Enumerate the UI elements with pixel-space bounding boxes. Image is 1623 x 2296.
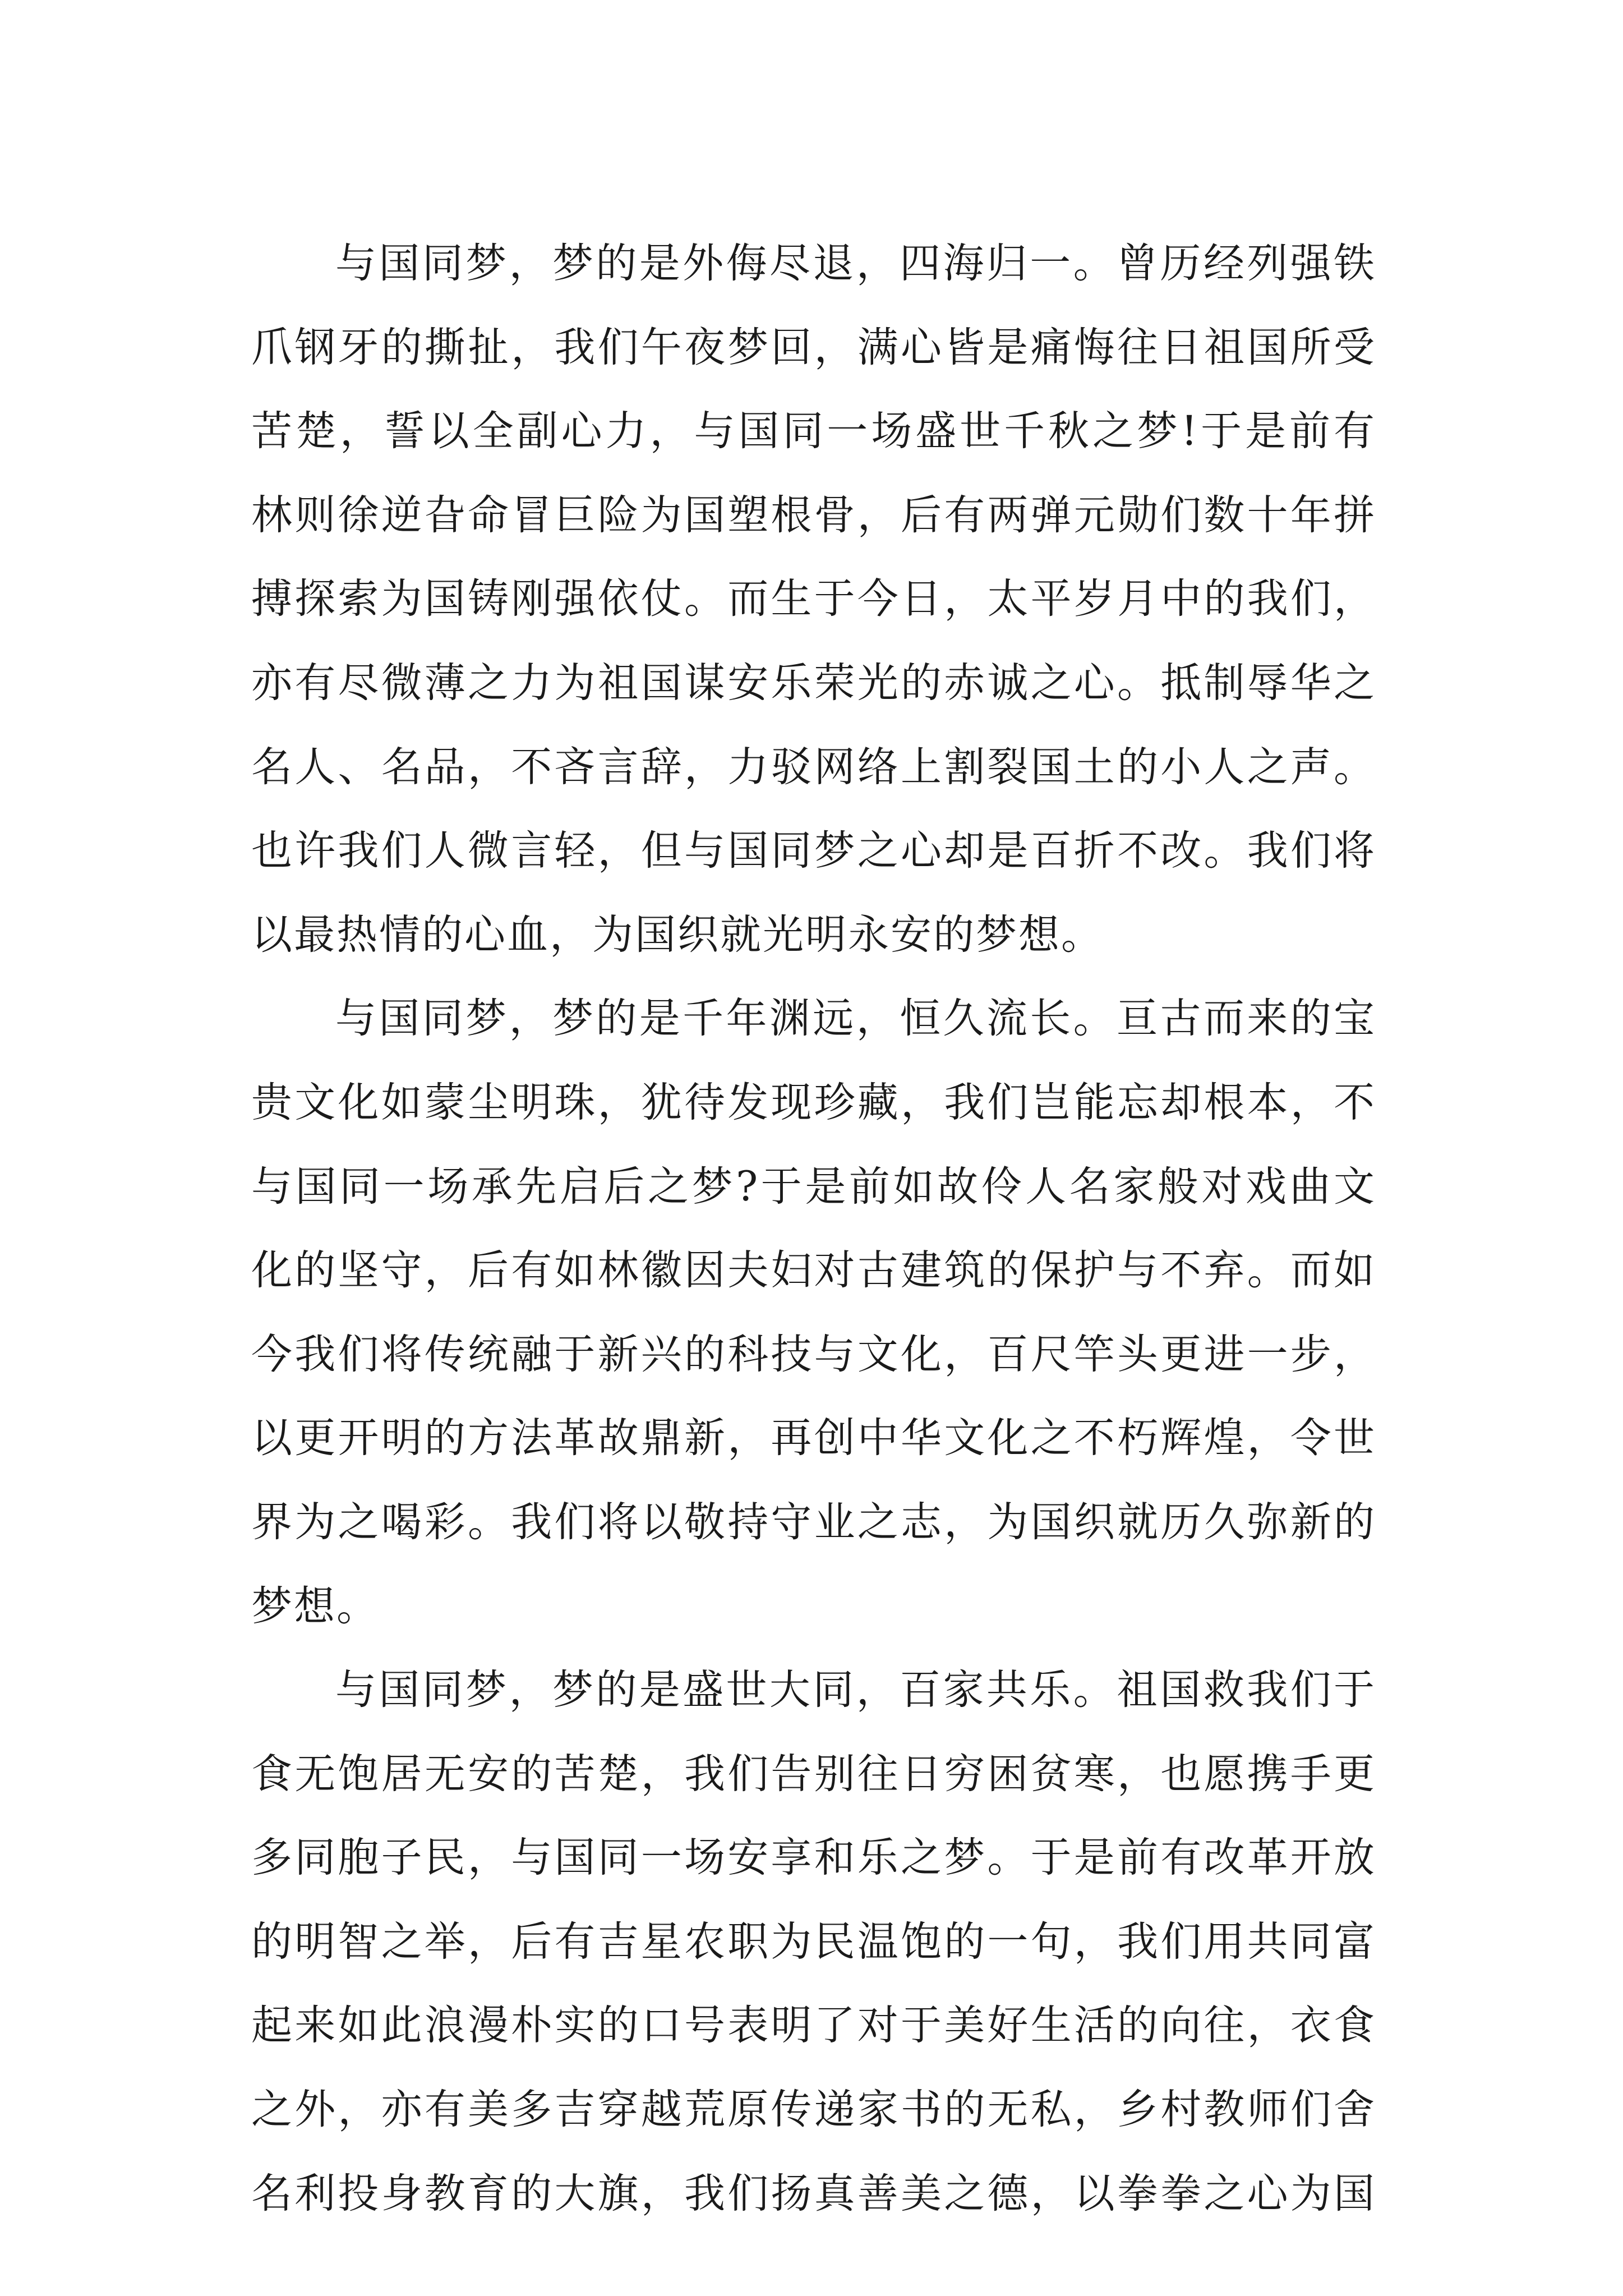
paragraph-1-line-9: 以最热情的心血，为国织就光明永安的梦想。 <box>251 910 1104 959</box>
paragraph-2-line-3: 与国同一场承先启后之梦?于是前如故伶人名家般对戏曲文 <box>251 1162 1376 1211</box>
paragraph-2-line-6: 以更开明的方法革故鼎新，再创中华文化之不朽辉煌，令世 <box>251 1414 1376 1462</box>
paragraph-2-line-1: 与国同梦，梦的是千年渊远，恒久流长。亘古而来的宝 <box>335 995 1376 1043</box>
paragraph-1-line-6: 亦有尽微薄之力为祖国谋安乐荣光的赤诚之心。抵制辱华之 <box>251 659 1376 707</box>
paragraph-2-line-7: 界为之喝彩。我们将以敬持守业之志，为国织就历久弥新的 <box>251 1498 1376 1546</box>
paragraph-2-line-5: 今我们将传统融于新兴的科技与文化，百尺竿头更进一步， <box>251 1330 1376 1378</box>
paragraph-3-line-6: 之外，亦有美多吉穿越荒原传递家书的无私，乡村教师们舍 <box>251 2086 1376 2134</box>
paragraph-3-line-2: 食无饱居无安的苦楚，我们告别往日穷困贫寒，也愿携手更 <box>251 1750 1376 1798</box>
paragraph-3-line-7: 名利投身教育的大旗，我们扬真善美之德，以拳拳之心为国 <box>251 2169 1376 2217</box>
paragraph-1-line-8: 也许我们人微言轻，但与国同梦之心却是百折不改。我们将 <box>251 827 1376 875</box>
paragraph-3-line-3: 多同胞子民，与国同一场安享和乐之梦。于是前有改革开放 <box>251 1834 1376 1882</box>
paragraph-2-line-4: 化的坚守，后有如林徽因夫妇对古建筑的保护与不弃。而如 <box>251 1246 1376 1295</box>
paragraph-1-line-7: 名人、名品，不吝言辞，力驳网络上割裂国土的小人之声。 <box>251 743 1376 791</box>
paragraph-3-line-5: 起来如此浪漫朴实的口号表明了对于美好生活的向往，衣食 <box>251 2001 1376 2050</box>
paragraph-3-line-4: 的明智之举，后有吉星农职为民温饱的一句，我们用共同富 <box>251 1917 1376 1966</box>
paragraph-1-line-5: 搏探索为国铸刚强依仗。而生于今日，太平岁月中的我们， <box>251 575 1376 623</box>
paragraph-1-line-4: 林则徐逆旮命冒巨险为国塑根骨，后有两弹元勋们数十年拼 <box>251 491 1376 539</box>
essay-body <box>251 222 1376 2235</box>
paragraph-1-line-1: 与国同梦，梦的是外侮尽退，四海归一。曾历经列强铁 <box>335 240 1376 287</box>
paragraph-1-line-2: 爪钢牙的撕扯，我们午夜梦回，满心皆是痛悔往日祖国所受 <box>251 323 1376 371</box>
paragraph-3-line-1: 与国同梦，梦的是盛世大同，百家共乐。祖国救我们于 <box>335 1666 1376 1714</box>
paragraph-2-line-2: 贵文化如蒙尘明珠，犹待发现珍藏，我们岂能忘却根本，不 <box>251 1078 1376 1126</box>
paragraph-2-line-8: 梦想。 <box>251 1582 379 1630</box>
paragraph-1-line-3: 苦楚，誓以全副心力，与国同一场盛世千秋之梦!于是前有 <box>251 407 1376 455</box>
